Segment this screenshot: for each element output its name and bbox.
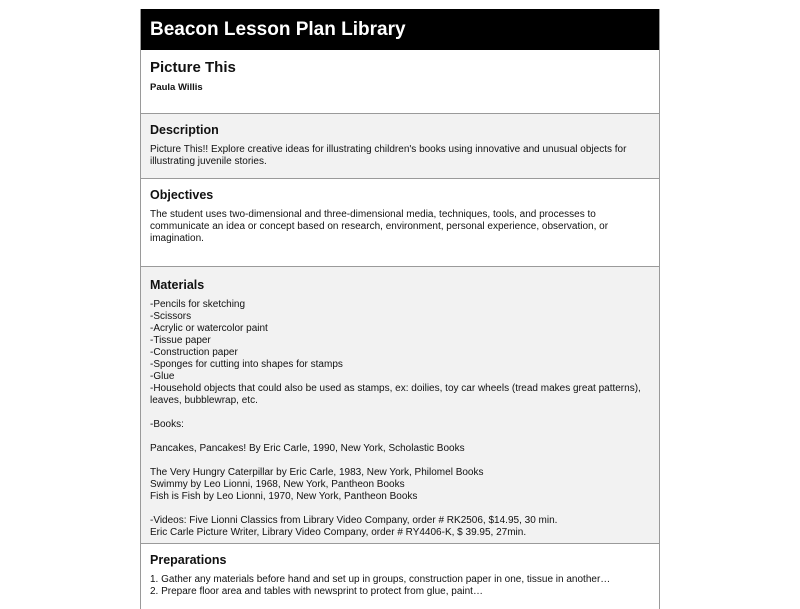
description-section	[141, 114, 659, 179]
material-item: -Sponges for cutting into shapes for stamps	[150, 359, 343, 370]
materials-list	[150, 299, 650, 539]
book-item: The Very Hungry Caterpillar by Eric Carle, 1983, New York, Philomel Books	[150, 467, 484, 478]
material-item: -Scissors	[150, 311, 192, 322]
site-banner	[141, 9, 659, 50]
lesson-page	[140, 9, 660, 609]
material-item: -Pencils for sketching	[150, 299, 246, 310]
material-item: -Household objects that could also be used as stamps, ex: doilies, toy car wheels (tread makes great patterns), leaves, bubblewrap, etc.	[150, 383, 641, 406]
preparations-heading: Preparations	[150, 553, 227, 567]
materials-heading: Materials	[150, 278, 205, 292]
objectives-section	[141, 179, 659, 267]
material-item: -Acrylic or watercolor paint	[150, 323, 268, 334]
description-text: Picture This!! Explore creative ideas for illustrating children's books using innovative and unusual objects for illustrating juvenile stories.	[150, 144, 627, 167]
material-item: -Construction paper	[150, 347, 238, 358]
preparations-list	[150, 574, 650, 598]
video-item: -Videos: Five Lionni Classics from Library Video Company, order # RK2506, $14.95, 30 min.	[150, 515, 558, 526]
preparation-step: 2. Prepare floor area and tables with newsprint to protect from glue, paint…	[150, 586, 483, 597]
books-label: -Books:	[150, 419, 184, 430]
objectives-heading: Objectives	[150, 188, 214, 202]
book-item: Pancakes, Pancakes! By Eric Carle, 1990, New York, Scholastic Books	[150, 443, 465, 454]
material-item: -Glue	[150, 371, 175, 382]
site-title[interactable]: Beacon Lesson Plan Library	[150, 19, 406, 40]
lesson-author: Paula Willis	[150, 82, 203, 93]
objectives-text: The student uses two-dimensional and three-dimensional media, techniques, tools, and processes to communicate an idea or concept based on research, environment, personal experience, observation, or imagination.	[150, 209, 609, 244]
video-item: Eric Carle Picture Writer, Library Video Company, order # RY4406-K, $ 39.95, 27min.	[150, 527, 527, 538]
preparation-step: 1. Gather any materials before hand and set up in groups, construction paper in one, tissue in another…	[150, 574, 611, 585]
description-heading: Description	[150, 123, 219, 137]
book-item: Fish is Fish by Leo Lionni, 1970, New York, Pantheon Books	[150, 491, 418, 502]
book-item: Swimmy by Leo Lionni, 1968, New York, Pantheon Books	[150, 479, 405, 490]
material-item: -Tissue paper	[150, 335, 211, 346]
preparations-section	[141, 544, 659, 609]
page-title: Picture This	[150, 59, 236, 76]
lesson-header	[141, 50, 659, 114]
materials-section	[141, 267, 659, 544]
